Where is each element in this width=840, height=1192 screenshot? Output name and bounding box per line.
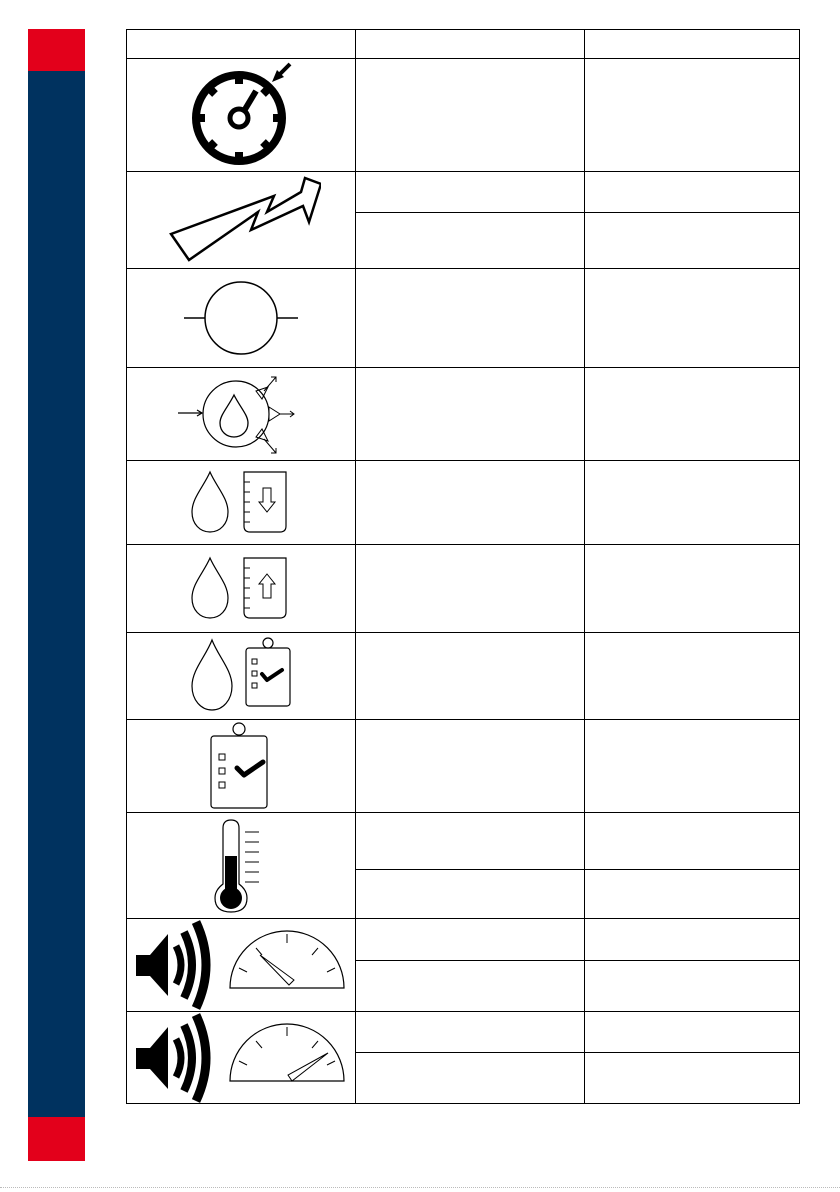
table-cell [585,633,800,720]
side-bar-red-bottom [28,1117,85,1161]
table-cell [585,59,800,172]
table-cell [585,813,800,870]
table-cell [356,1053,585,1104]
table-cell [585,368,800,461]
icon-cell [127,545,356,633]
table-row [127,633,800,720]
icon-cell [127,1012,356,1104]
icon-cell [127,368,356,461]
table-cell [356,813,585,870]
side-bar-navy [28,71,85,1148]
table-cell [356,633,585,720]
table-row [127,720,800,813]
drop-tank-fill-up-icon [186,554,296,624]
noise-gauge-high-icon [132,1013,350,1103]
side-color-bar [28,29,85,1161]
icon-cell [127,59,356,172]
spec-table [126,29,800,1104]
table-cell [585,545,800,633]
header-cell [127,30,356,59]
pump-flow-droplet-icon [176,369,306,459]
table-cell [356,269,585,368]
table-cell [585,172,800,213]
table-cell [585,269,800,368]
drop-checklist-icon [186,634,296,718]
checklist-clipboard-icon [201,720,281,812]
table-cell [585,461,800,545]
table-row [127,461,800,545]
header-cell [356,30,585,59]
table-cell [585,1012,800,1053]
table-cell [585,213,800,269]
icon-cell [127,172,356,269]
icon-cell [127,269,356,368]
icon-cell [127,633,356,720]
service-interval-gauge-icon [186,60,296,170]
lightning-arrow-icon [161,174,321,266]
pump-symbol-icon [181,278,301,358]
table-header-row [127,30,800,59]
table-cell [356,919,585,961]
icon-cell [127,919,356,1012]
table-cell [356,961,585,1012]
icon-cell [127,461,356,545]
table-row [127,1012,800,1053]
table-cell [356,172,585,213]
header-cell [585,30,800,59]
table-cell [356,720,585,813]
table-cell [585,720,800,813]
table-row [127,919,800,961]
table-row [127,368,800,461]
table-cell [356,461,585,545]
table-cell [356,368,585,461]
side-bar-red-top [28,29,85,71]
table-cell [356,1012,585,1053]
table-cell [585,961,800,1012]
table-cell [356,870,585,919]
table-cell [356,59,585,172]
table-row [127,59,800,172]
icon-cell [127,813,356,919]
table-row [127,269,800,368]
table-row [127,172,800,213]
drop-tank-fill-down-icon [186,468,296,538]
table-cell [356,545,585,633]
table-cell [585,870,800,919]
icon-cell [127,720,356,813]
noise-gauge-low-icon [132,920,350,1010]
table-cell [585,1053,800,1104]
table-cell [356,213,585,269]
bottom-dotted-line [0,1187,840,1190]
table-row [127,813,800,870]
table-row [127,545,800,633]
table-cell [585,919,800,961]
thermometer-icon [201,818,281,914]
